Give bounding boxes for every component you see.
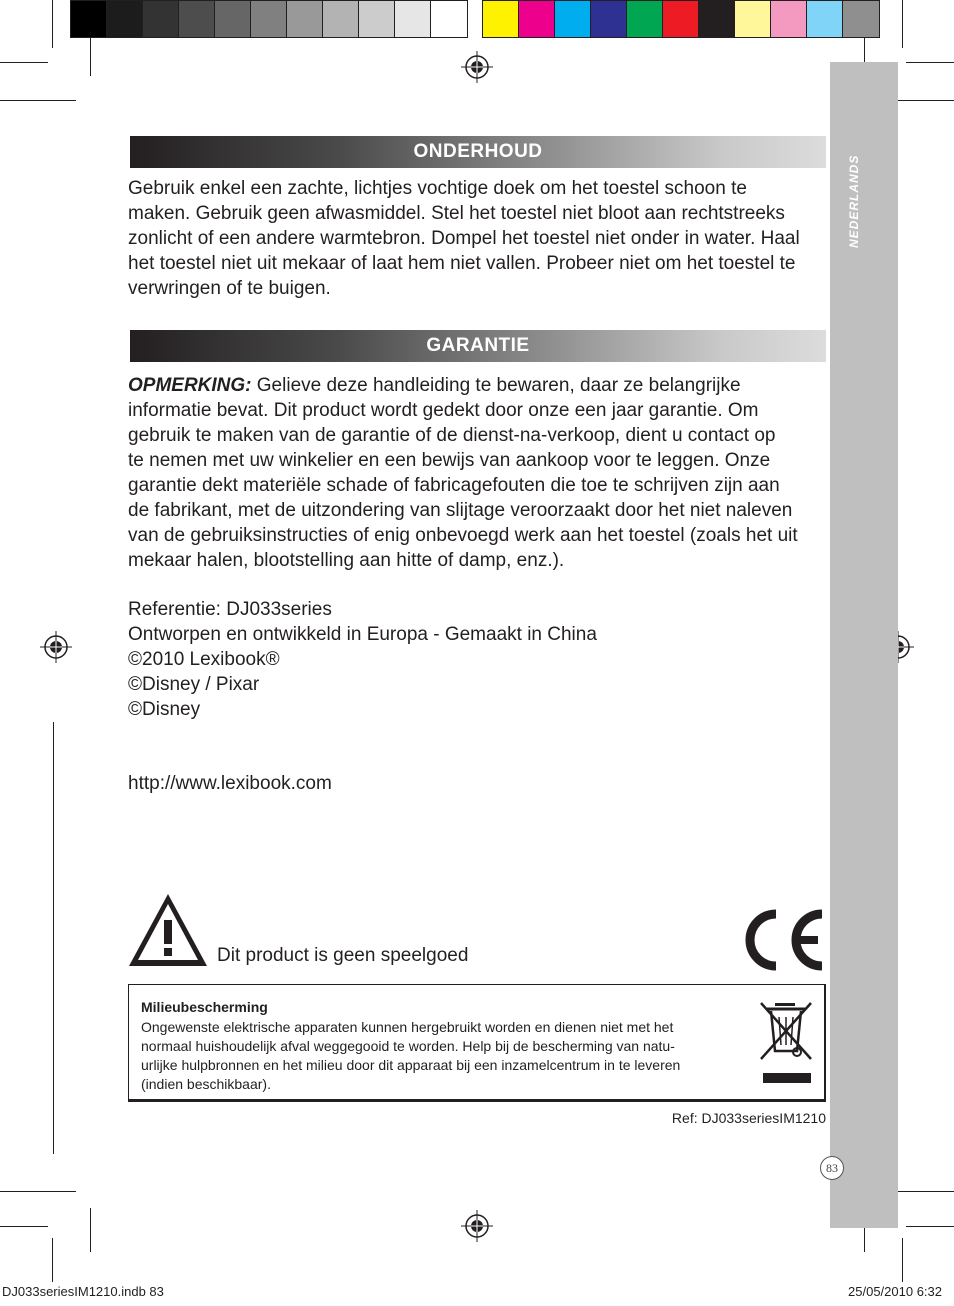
crop-mark xyxy=(0,100,76,101)
page-number: 83 xyxy=(820,1156,844,1180)
environment-notice-box xyxy=(128,984,826,1102)
language-side-tab xyxy=(830,62,898,1228)
crop-mark xyxy=(902,1238,903,1282)
note-label: OPMERKING: xyxy=(128,375,252,396)
text-line: de fabrikant, met de uitzondering van slijtage veroorzaakt door het niet naleven xyxy=(128,500,793,521)
crop-mark xyxy=(906,62,954,63)
text-line: normaal huishoudelijk afval weggegooid te worden. Help bij de bescherming van natu- xyxy=(141,1038,675,1054)
document-reference: Ref: DJ033seriesIM1210 xyxy=(671,1110,826,1126)
language-label: NEDERLANDS xyxy=(847,154,861,248)
color-swatch xyxy=(143,1,179,37)
text-line: maken. Gebruik geen afwasmiddel. Stel het toestel niet bloot aan rechtstreeks xyxy=(128,203,785,224)
color-swatch xyxy=(483,1,519,37)
color-swatch xyxy=(519,1,555,37)
color-swatch xyxy=(179,1,215,37)
color-swatch xyxy=(627,1,663,37)
footer-timestamp: 25/05/2010 6:32 xyxy=(848,1284,942,1299)
text-line xyxy=(128,373,828,398)
text-line: Ongewenste elektrische apparaten kunnen hergebruikt worden en dienen niet met het xyxy=(141,1019,674,1035)
text-line: Gebruik enkel een zachte, lichtjes vochtige doek om het toestel schoon te xyxy=(128,178,747,199)
color-swatch xyxy=(395,1,431,37)
text-line: zonlicht of een andere warmtebron. Dompel het toestel niet onder in water. Haal xyxy=(128,228,800,249)
text-line: het toestel niet uit mekaar of laat hem niet vallen. Probeer niet om het toestel te xyxy=(128,253,796,274)
crop-mark xyxy=(52,0,53,48)
section-header-garantie xyxy=(130,330,826,362)
crop-mark xyxy=(906,1226,954,1227)
section-title: GARANTIE xyxy=(426,335,530,356)
crop-mark xyxy=(902,0,903,48)
color-swatch xyxy=(735,1,771,37)
color-swatch xyxy=(71,1,107,37)
grayscale-color-bar xyxy=(70,0,468,38)
color-swatch xyxy=(663,1,699,37)
crop-mark xyxy=(0,62,48,63)
crop-mark xyxy=(0,1226,48,1227)
color-swatch xyxy=(287,1,323,37)
crop-mark xyxy=(52,1238,53,1282)
crop-mark xyxy=(0,1191,76,1192)
warning-triangle-icon xyxy=(127,892,209,968)
fold-line xyxy=(53,722,54,1154)
footer-file-name: DJ033seriesIM1210.indb 83 xyxy=(2,1284,164,1299)
text-line: te nemen met uw winkelier en een bewijs van aankoop voor te leggen. Onze xyxy=(128,450,771,471)
website-link[interactable]: http://www.lexibook.com xyxy=(128,773,332,794)
environment-title: Milieubescherming xyxy=(141,999,268,1015)
color-swatch xyxy=(699,1,735,37)
color-swatch xyxy=(591,1,627,37)
color-swatch xyxy=(807,1,843,37)
text-line: garantie dekt materiële schade of fabricagefouten die toe te schrijven zijn aan xyxy=(128,475,780,496)
copyright-disney-pixar: ©Disney / Pixar xyxy=(128,674,260,695)
text-line: gebruik te maken van de garantie of de dienst-na-verkoop, dient u contact op xyxy=(128,425,776,446)
color-swatch xyxy=(107,1,143,37)
onderhoud-paragraph xyxy=(128,176,828,301)
color-swatch xyxy=(215,1,251,37)
registration-mark-icon xyxy=(461,51,493,83)
text-line: informatie bevat. Dit product wordt gedekt door onze een jaar garantie. Om xyxy=(128,400,759,421)
copyright-disney: ©Disney xyxy=(128,699,201,720)
reference-text: Referentie: DJ033series xyxy=(128,599,332,620)
registration-mark-icon xyxy=(40,631,72,663)
copyright-lexibook: ©2010 Lexibook® xyxy=(128,649,280,670)
color-swatch xyxy=(843,1,879,37)
environment-text xyxy=(141,1018,741,1094)
crop-mark xyxy=(90,1208,91,1252)
color-swatch xyxy=(555,1,591,37)
section-title: ONDERHOUD xyxy=(413,141,543,162)
garantie-paragraph xyxy=(128,373,828,573)
section-header-onderhoud xyxy=(130,136,826,168)
note-text: Gelieve deze handleiding te bewaren, daar ze belangrijke xyxy=(251,375,741,396)
crossed-out-bin-icon xyxy=(757,999,817,1089)
text-line: urlijke hulpbronnen en het milieu door dit apparaat bij een inzamelcentrum in te leveren xyxy=(141,1057,681,1073)
text-line: van de gebruiksinstructies of enig onbevoegd werk aan het toestel (zoals het uit xyxy=(128,525,798,546)
text-line: mekaar halen, blootstelling aan hitte of damp, enz.). xyxy=(128,550,565,571)
color-swatch xyxy=(323,1,359,37)
color-swatch xyxy=(431,1,467,37)
warning-text: Dit product is geen speelgoed xyxy=(217,945,469,966)
color-swatch xyxy=(251,1,287,37)
color-swatch xyxy=(771,1,807,37)
origin-text: Ontworpen en ontwikkeld in Europa - Gemaakt in China xyxy=(128,624,597,645)
color-swatch xyxy=(359,1,395,37)
text-line: (indien beschikbaar). xyxy=(141,1076,271,1092)
text-line: verwringen of te buigen. xyxy=(128,278,331,299)
process-color-bar xyxy=(482,0,880,38)
registration-mark-icon xyxy=(461,1210,493,1242)
ce-mark-icon xyxy=(738,908,826,972)
